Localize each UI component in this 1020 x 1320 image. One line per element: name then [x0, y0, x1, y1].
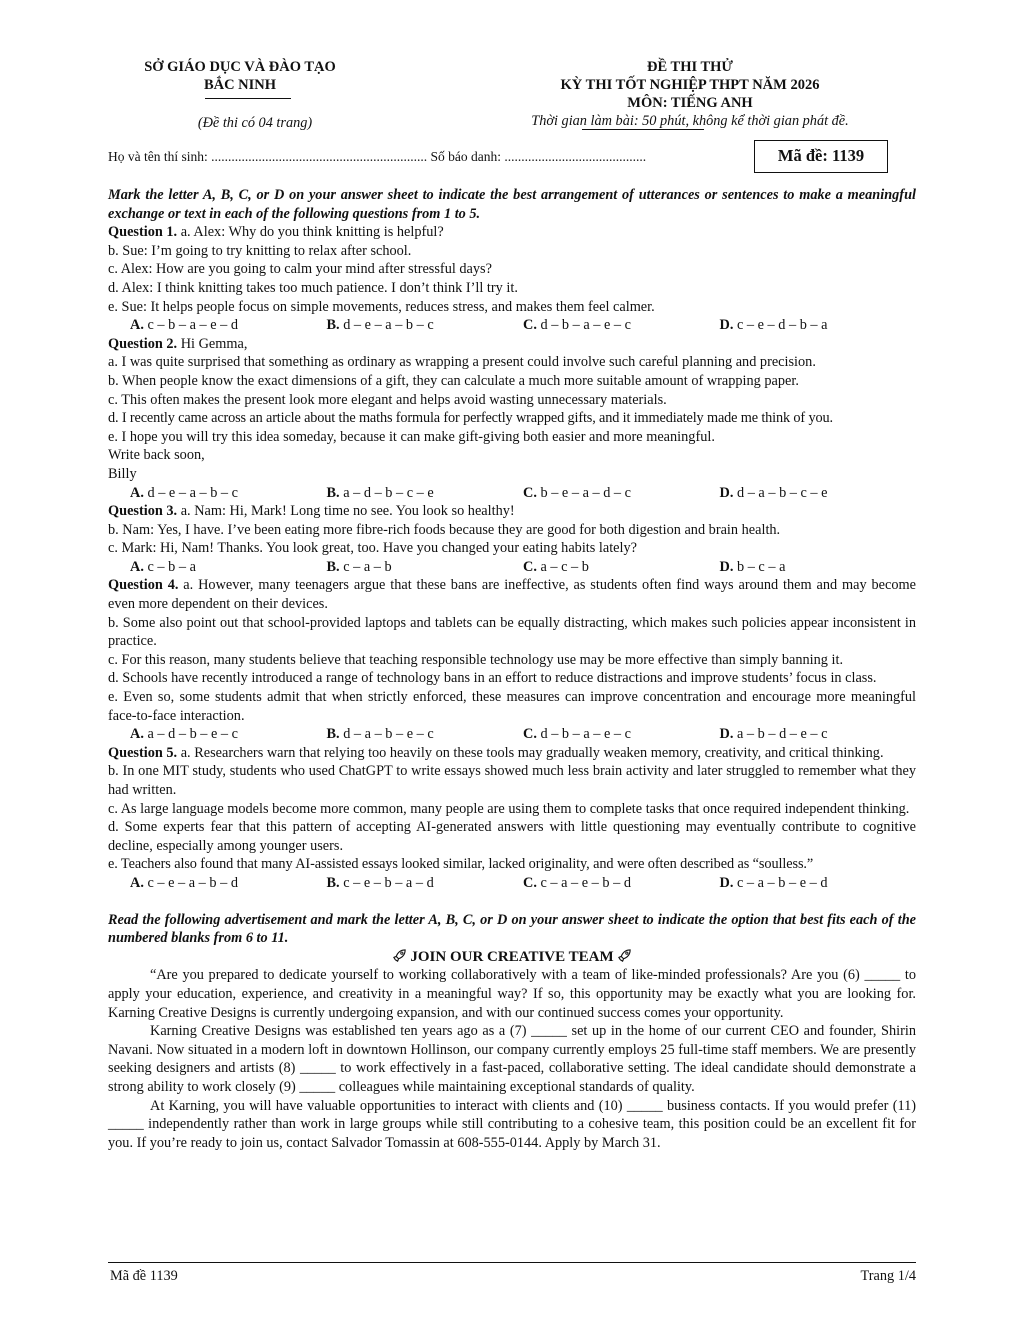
- option-a[interactable]: A. d – e – a – b – c: [130, 484, 239, 501]
- question-5: [108, 744, 916, 893]
- section2-instruction: Read the following advertisement and mark the letter A, B, C, or D on your answer sheet to indicate the option that best fits each of the numbered blanks from 6 to 11.: [108, 911, 916, 947]
- option-c[interactable]: C. c – a – e – b – d: [523, 874, 632, 891]
- option-c[interactable]: C. d – b – a – e – c: [523, 726, 632, 743]
- option-a[interactable]: A. c – b – a: [130, 558, 196, 575]
- option-d[interactable]: D. b – c – a: [719, 558, 786, 575]
- time-note: Thời gian làm bài: 50 phút, không kể thời gian phát đề.: [531, 113, 849, 129]
- question-label: Question 1.: [108, 224, 178, 241]
- candidate-name-line: Họ và tên thí sinh: ................................................................: [108, 149, 428, 164]
- question-line: b. In one MIT study, students who used ChatGPT to write essays showed much less brain activity and later struggled to remember what they had written.: [108, 763, 916, 798]
- question-line: d. Schools have recently introduced a range of technology bans in an effort to reduce distractions and improve students’ focus in class.: [108, 670, 877, 687]
- option-d[interactable]: D. d – a – b – c – e: [719, 484, 828, 501]
- section1-instruction: Mark the letter A, B, C, or D on your answer sheet to indicate the best arrangement of utterances or sentences to make a meaningful exchange or text in each of the following questions from 1 to 5.: [108, 187, 916, 222]
- option-d[interactable]: D. c – e – d – b – a: [719, 317, 828, 334]
- option-a[interactable]: A. a – d – b – e – c: [130, 726, 239, 743]
- subject-name: MÔN: TIẾNG ANH: [627, 95, 753, 111]
- question-line: a. Nam: Hi, Mark! Long time no see. You look so healthy!: [177, 503, 515, 520]
- page-number: Trang 1/4: [860, 1268, 916, 1284]
- ad-paragraph-2: Karning Creative Designs was established ten years ago as a (7) _____ set up in the home of our current CEO and founder, Shirin Navani. Now situated in a modern loft in downtown Hollinson, our company currently employs 25 full-time staff members. We are presently seeking designers and artists (8) _____ to work effectively in a fast-paced, collaborative setting. The ideal candidate should demonstrate a strong ability to work closely (9) _____ colleagues while maintaining exceptional standards of quality.: [108, 1023, 916, 1095]
- question-line: d. Alex: I think knitting takes too much patience. I don’t think I’ll try it.: [108, 279, 518, 296]
- question-line: b. Sue: I’m going to try knitting to relax after school.: [108, 242, 412, 259]
- option-c[interactable]: C. d – b – a – e – c: [523, 317, 632, 334]
- exam-name: KỲ THI TỐT NGHIỆP THPT NĂM 2026: [560, 77, 820, 93]
- answer-options: [108, 874, 916, 893]
- question-2: [108, 335, 916, 502]
- option-b[interactable]: B. d – e – a – b – c: [326, 317, 434, 334]
- question-label: Question 3.: [108, 503, 178, 520]
- question-label: Question 2.: [108, 335, 178, 352]
- candidate-info: [108, 148, 646, 167]
- question-1: [108, 223, 916, 335]
- exam-type: ĐỀ THI THỬ: [647, 59, 733, 75]
- exam-code: Mã đề: 1139: [777, 146, 865, 166]
- question-line: e. Even so, some students admit that when strictly enforced, these measures can improve concentration and encourage more meaningful face-to-face interaction.: [108, 689, 916, 724]
- question-line: e. Teachers also found that many AI-assisted essays looked similar, lacked originality, and were often described as “soulless.”: [108, 856, 814, 873]
- question-label: Question 4.: [108, 577, 179, 594]
- rocket-icon: [617, 948, 632, 963]
- header-divider-left: [205, 98, 291, 99]
- ad-paragraph-1: “Are you prepared to dedicate yourself to working collaboratively with a team of like-minded professionals? Are you (6) _____ to apply your education, experience, and creativity in a meaningful way? If so, this opportunity may be exactly what you are looking for. Karning Creative Designs is currently undergoing expansion, and with our continued success comes your opportunity.: [108, 967, 916, 1021]
- page-count-note: (Đề thi có 04 trang): [197, 115, 313, 131]
- option-c[interactable]: C. b – e – a – d – c: [523, 484, 632, 501]
- option-a[interactable]: A. c – e – a – b – d: [130, 874, 239, 891]
- question-line: c. Mark: Hi, Nam! Thanks. You look great, too. Have you changed your eating habits lately?: [108, 540, 637, 557]
- question-3: [108, 502, 916, 576]
- province-name: BẮC NINH: [203, 77, 277, 93]
- answer-options: [108, 316, 916, 335]
- question-line: d. I recently came across an article about the maths formula for perfectly wrapped gifts, and it immediately made me think of you.: [108, 410, 833, 427]
- question-line: c. As large language models become more common, many people are using them to complete tasks that once required independent thinking.: [108, 800, 910, 817]
- question-line: b. When people know the exact dimensions of a gift, they can calculate a much more suitable amount of wrapping paper.: [108, 372, 799, 389]
- question-line: a. Researchers warn that relying too heavily on these tools may gradually weaken memory, creativity, and critical thinking.: [177, 744, 884, 761]
- question-line: a. However, many teenagers argue that these bans are ineffective, as students often find ways around them and may become even more dependent on their devices.: [108, 577, 916, 613]
- exam-code-box: [754, 140, 888, 173]
- option-d[interactable]: D. c – a – b – e – d: [719, 874, 828, 891]
- question-line: Write back soon,: [108, 447, 205, 464]
- question-line: e. I hope you will try this idea someday, because it can make gift-giving both easier and more meaningful.: [108, 428, 715, 445]
- option-b[interactable]: B. c – e – b – a – d: [326, 874, 434, 891]
- exam-content: [108, 186, 916, 1152]
- footer-divider: [108, 1262, 916, 1263]
- question-line: b. Some also point out that school-provided laptops and tablets can be equally distracting, which makes such policies appear inconsistent in practice.: [108, 614, 916, 650]
- rocket-icon: [392, 948, 407, 963]
- option-b[interactable]: B. a – d – b – c – e: [326, 484, 434, 501]
- footer-exam-code: Mã đề 1139: [110, 1268, 178, 1284]
- ad-title-row: [108, 948, 916, 967]
- question-line: c. This often makes the present look more elegant and helps avoid wasting unnecessary materials.: [108, 391, 667, 408]
- question-line: d. Some experts fear that this pattern of accepting AI-generated answers with little questioning may eventually contribute to cognitive decline, especially among younger users.: [108, 819, 916, 854]
- candidate-number-line: Số báo danh: ..........................................: [430, 149, 647, 164]
- option-b[interactable]: B. d – a – b – e – c: [326, 726, 434, 743]
- answer-options: [108, 558, 916, 577]
- question-4: [108, 576, 916, 743]
- option-d[interactable]: D. a – b – d – e – c: [719, 726, 828, 743]
- question-line: Billy: [108, 465, 137, 482]
- answer-options: [108, 725, 916, 744]
- question-line: c. For this reason, many students believe that teaching responsible technology use may be more effective than simply banning it.: [108, 651, 844, 668]
- question-label: Question 5.: [108, 744, 178, 761]
- answer-options: [108, 484, 916, 503]
- question-line: e. Sue: It helps people focus on simple movements, reduces stress, and makes them feel calmer.: [108, 298, 655, 315]
- ad-paragraph-3: At Karning, you will have valuable opportunities to interact with clients and (10) _____ business contacts. If you would prefer (11) _____ independently rather than work in large groups while still contributing to a cohesive team, this position could be an excellent fit for you. If you’re ready to join us, contact Salvador Tomassin at 608-555-0144. Apply by March 31.: [108, 1097, 916, 1151]
- option-b[interactable]: B. c – a – b: [326, 558, 392, 575]
- question-line: Hi Gemma,: [177, 335, 248, 352]
- option-a[interactable]: A. c – b – a – e – d: [130, 317, 239, 334]
- ad-title: JOIN OUR CREATIVE TEAM: [410, 948, 614, 965]
- header-divider-right: [582, 129, 704, 130]
- question-line: b. Nam: Yes, I have. I’ve been eating more fibre-rich foods because they are good for both digestion and brain health.: [108, 521, 781, 538]
- question-line: c. Alex: How are you going to calm your mind after stressful days?: [108, 261, 492, 278]
- question-line: a. Alex: Why do you think knitting is helpful?: [177, 224, 444, 241]
- option-c[interactable]: C. a – c – b: [523, 558, 589, 575]
- department-name: SỞ GIÁO DỤC VÀ ĐÀO TẠO: [144, 59, 336, 75]
- question-line: a. I was quite surprised that something as ordinary as wrapping a present could involve such careful planning and precision.: [108, 354, 816, 371]
